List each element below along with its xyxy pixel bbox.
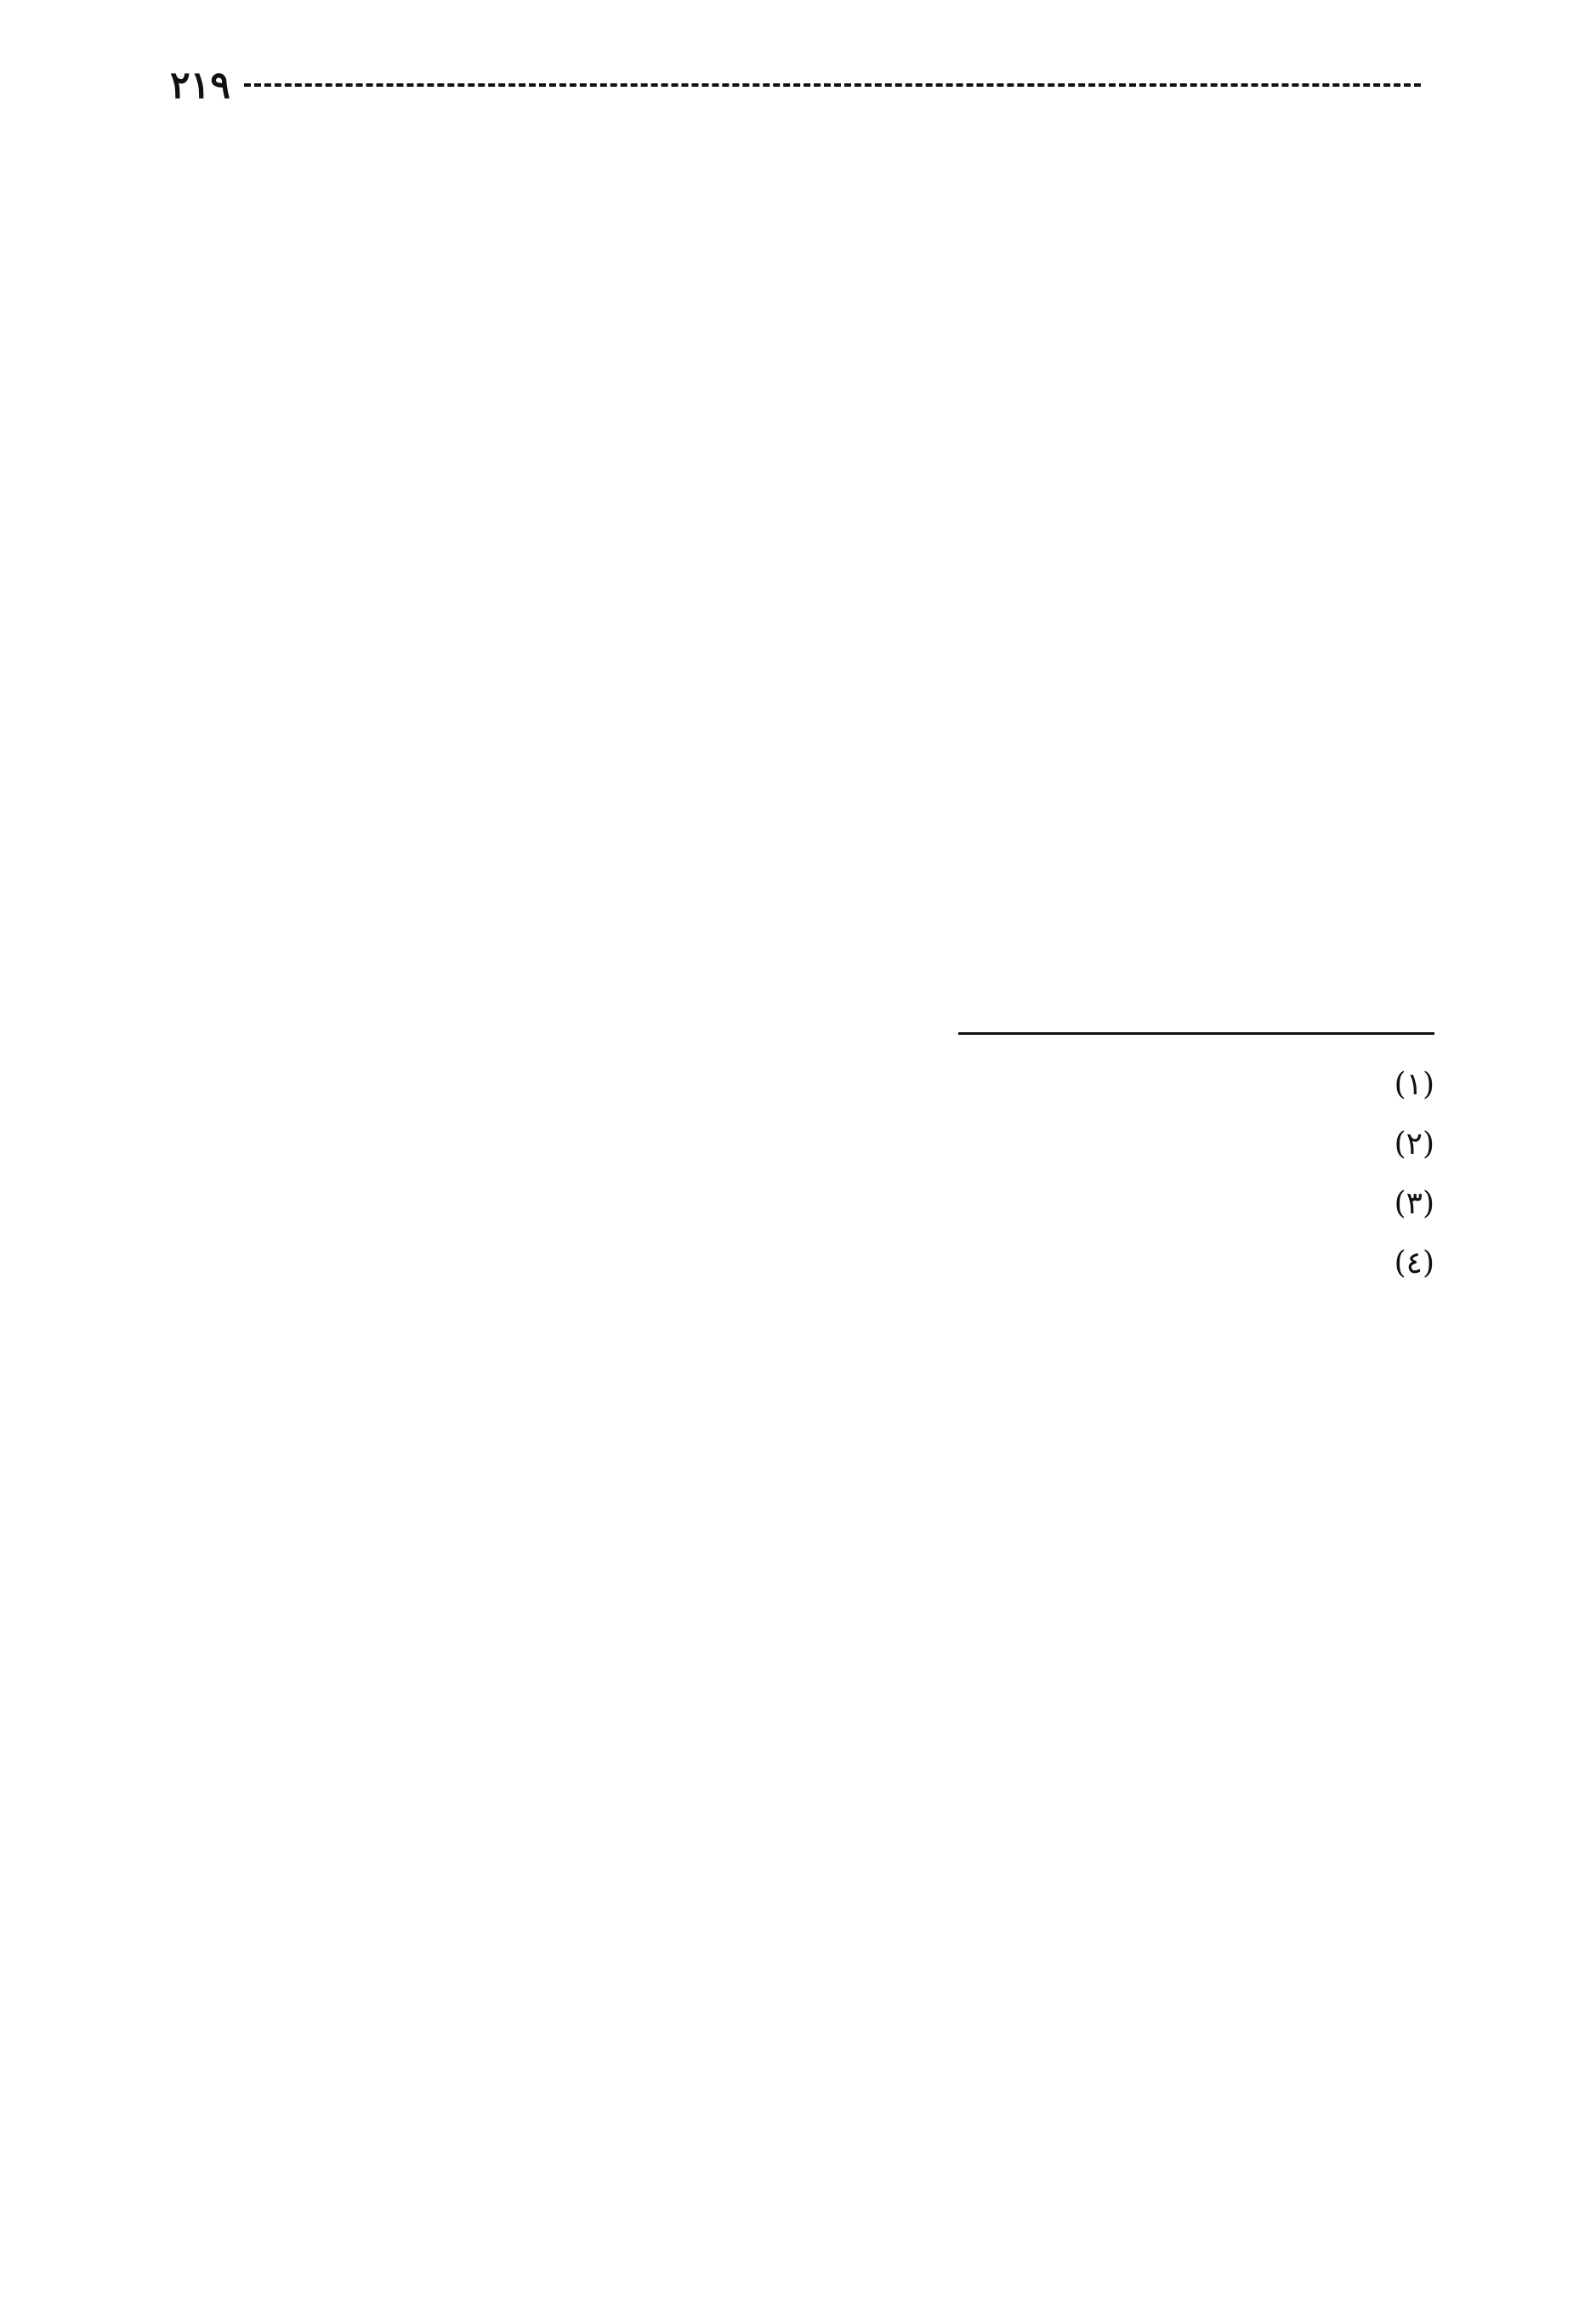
body-text [170,119,1434,973]
footnote-marker: (٣) [1394,1186,1434,1221]
footnote-divider [958,1032,1434,1035]
footnote [170,1115,1434,1174]
chapter-heading [170,713,1434,806]
footnote-marker: (٤) [1394,1246,1434,1281]
footnote-marker: (١) [1394,1067,1434,1102]
footnotes [170,1055,1434,1293]
source-line [170,202,1434,286]
source-line [170,463,1434,546]
hadith-paragraph [170,379,1434,463]
chapter-heading [170,286,1434,379]
continuation-paragraph [170,119,1434,202]
watermark-url [957,2223,1212,2261]
header-dashed-rule [244,83,1421,87]
footnote [170,1234,1434,1293]
running-header [170,51,1434,119]
page-number: ٢١٩ [170,63,230,107]
source-line [170,629,1434,713]
hadith-paragraph [170,546,1434,629]
footnote [170,1174,1434,1234]
footnote [170,1055,1434,1115]
hadith-paragraph [170,806,1434,889]
footnote-marker: (٢) [1394,1127,1434,1161]
source-line [170,889,1434,973]
